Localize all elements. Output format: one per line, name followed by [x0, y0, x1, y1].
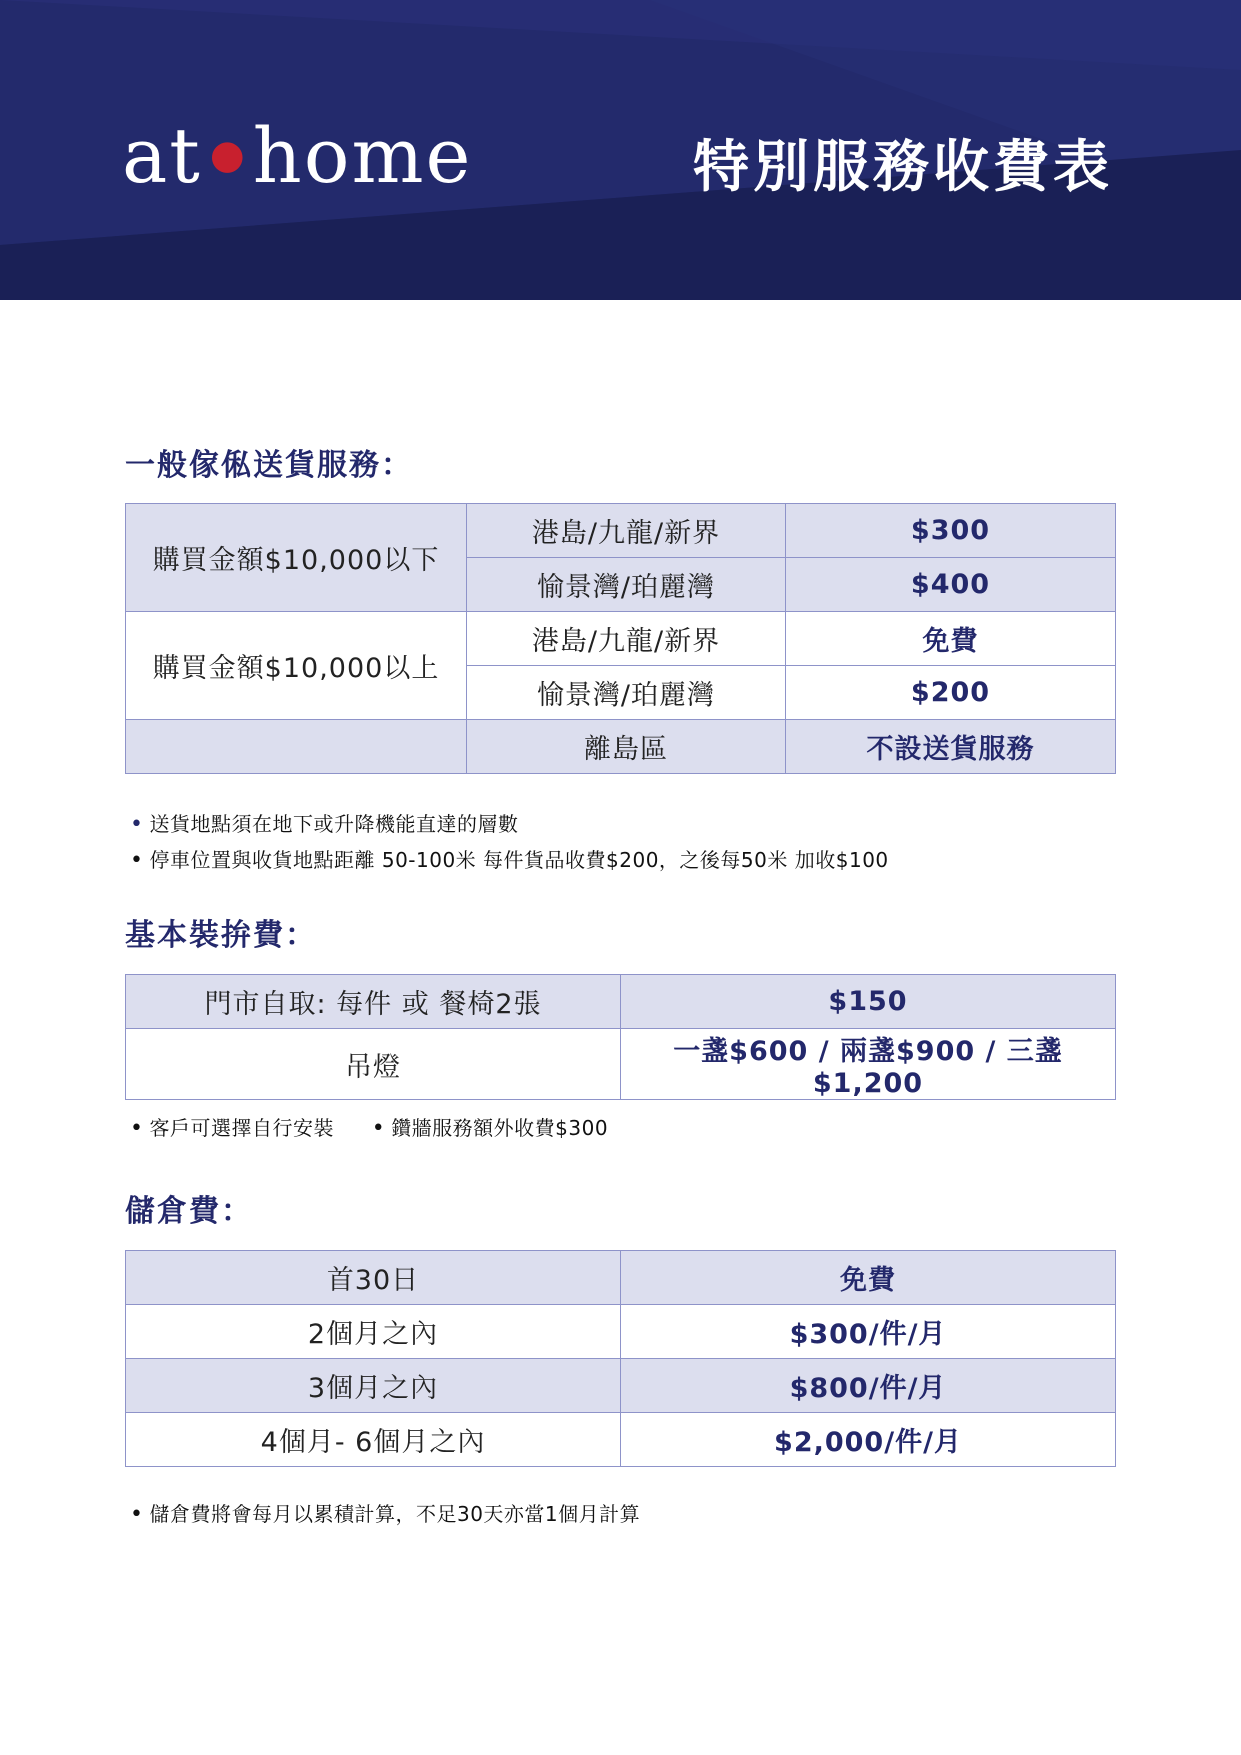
delivery-group-label: 購買金額$10,000以下	[126, 504, 467, 612]
installation-item: 門市自取: 每件 或 餐椅2張	[126, 975, 621, 1029]
storage-table	[125, 1250, 1116, 1467]
storage-note: • 儲倉費將會每月以累積計算，不足30天亦當1個月計算	[130, 1502, 641, 1527]
delivery-area: 愉景灣/珀麗灣	[467, 558, 786, 612]
table-row	[126, 1305, 1116, 1359]
table-row	[126, 720, 1116, 774]
table-row	[126, 612, 1116, 666]
installation-heading: 基本裝拚費：	[125, 918, 317, 953]
table-row	[126, 1359, 1116, 1413]
delivery-table	[125, 503, 1116, 774]
installation-price: $150	[621, 975, 1116, 1029]
storage-heading: 儲倉費：	[125, 1194, 253, 1229]
installation-table	[125, 974, 1116, 1100]
storage-period: 首30日	[126, 1251, 621, 1305]
table-row	[126, 1413, 1116, 1467]
delivery-area: 離島區	[467, 720, 786, 774]
delivery-heading: 一般傢俬送貨服務：	[125, 448, 413, 483]
storage-price: 免費	[621, 1251, 1116, 1305]
bullet-icon: •	[130, 812, 144, 837]
installation-item: 吊燈	[126, 1029, 621, 1100]
installation-price: 一盞$600 / 兩盞$900 / 三盞$1,200	[621, 1029, 1116, 1100]
table-row	[126, 1029, 1116, 1100]
storage-period: 3個月之內	[126, 1359, 621, 1413]
delivery-group-label: 購買金額$10,000以上	[126, 612, 467, 720]
delivery-note: • 送貨地點須在地下或升降機能直達的層數	[130, 812, 519, 837]
bullet-icon: •	[130, 1502, 144, 1527]
bullet-icon: •	[130, 848, 144, 873]
delivery-area: 港島/九龍/新界	[467, 504, 786, 558]
delivery-note: • 停車位置與收貨地點距離 50-100米 每件貨品收費$200，之後每50米 加收$100	[130, 848, 889, 873]
delivery-price: $300	[786, 504, 1116, 558]
storage-period: 4個月- 6個月之內	[126, 1413, 621, 1467]
delivery-price: 不設送貨服務	[786, 720, 1116, 774]
bullet-icon: •	[371, 1116, 386, 1141]
delivery-price: $400	[786, 558, 1116, 612]
at-home-logo: at ●home	[122, 111, 473, 200]
delivery-price: $200	[786, 666, 1116, 720]
storage-price: $800/件/月	[621, 1359, 1116, 1413]
page-title: 特別服務收費表	[693, 135, 1113, 200]
storage-price: $2,000/件/月	[621, 1413, 1116, 1467]
delivery-group-label	[126, 720, 467, 774]
installation-notes: • 客戶可選擇自行安裝 • 鑽牆服務額外收費$300	[130, 1116, 609, 1141]
delivery-area: 愉景灣/珀麗灣	[467, 666, 786, 720]
delivery-price: 免費	[786, 612, 1116, 666]
storage-period: 2個月之內	[126, 1305, 621, 1359]
storage-price: $300/件/月	[621, 1305, 1116, 1359]
delivery-area: 港島/九龍/新界	[467, 612, 786, 666]
table-row	[126, 975, 1116, 1029]
header-banner	[0, 0, 1241, 300]
bullet-icon: •	[130, 1116, 144, 1141]
table-row	[126, 504, 1116, 558]
table-row	[126, 1251, 1116, 1305]
